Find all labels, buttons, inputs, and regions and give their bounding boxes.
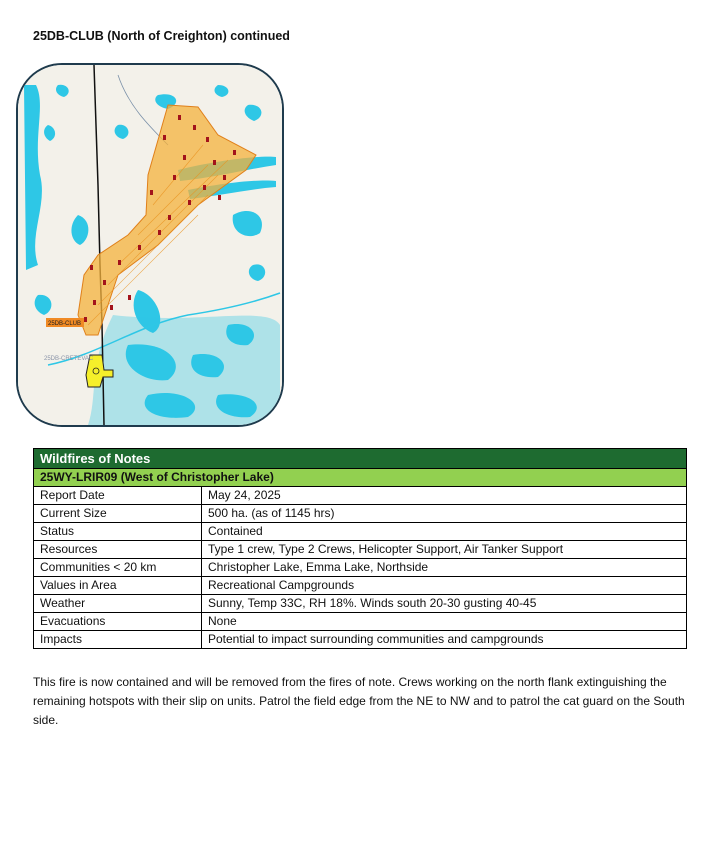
fire-tag-label: 25DB-CLUB — [48, 321, 82, 327]
table-row — [34, 595, 687, 613]
row-key: Communities < 20 km — [34, 559, 202, 577]
row-key: Weather — [34, 595, 202, 613]
table-row — [34, 523, 687, 541]
row-value: Potential to impact surrounding communities and campgrounds — [202, 631, 687, 649]
row-key: Evacuations — [34, 613, 202, 631]
row-value: Type 1 crew, Type 2 Crews, Helicopter Support, Air Tanker Support — [202, 541, 687, 559]
evac-tag-label: 25DB-CRETEVAC — [44, 356, 94, 362]
row-value: Sunny, Temp 33C, RH 18%. Winds south 20-30 gusting 40-45 — [202, 595, 687, 613]
row-key: Report Date — [34, 487, 202, 505]
row-key: Impacts — [34, 631, 202, 649]
fire-name: 25WY-LRIR09 (West of Christopher Lake) — [34, 469, 687, 487]
row-value: Contained — [202, 523, 687, 541]
table-row — [34, 577, 687, 595]
row-value: Christopher Lake, Emma Lake, Northside — [202, 559, 687, 577]
row-value: None — [202, 613, 687, 631]
row-key: Current Size — [34, 505, 202, 523]
row-value: 500 ha. (as of 1145 hrs) — [202, 505, 687, 523]
row-key: Status — [34, 523, 202, 541]
table-title: Wildfires of Notes — [34, 449, 687, 469]
wildfires-table — [33, 448, 687, 649]
table-row — [34, 541, 687, 559]
table-row — [34, 559, 687, 577]
fire-update-paragraph: This fire is now contained and will be removed from the fires of note. Crews working on the north flank extinguishing the remaining hotspots with their slip on units. Patrol the field edge from the NE to NW and to patrol the cat guard on the South side. — [33, 675, 685, 727]
row-key: Values in Area — [34, 577, 202, 595]
row-key: Resources — [34, 541, 202, 559]
table-row — [34, 487, 687, 505]
table-row — [34, 613, 687, 631]
section-heading: 25DB-CLUB (North of Creighton) continued — [33, 29, 290, 43]
fire-map-image — [18, 65, 282, 425]
table-row — [34, 631, 687, 649]
fire-map — [16, 63, 284, 427]
table-row — [34, 505, 687, 523]
row-value: Recreational Campgrounds — [202, 577, 687, 595]
row-value: May 24, 2025 — [202, 487, 687, 505]
